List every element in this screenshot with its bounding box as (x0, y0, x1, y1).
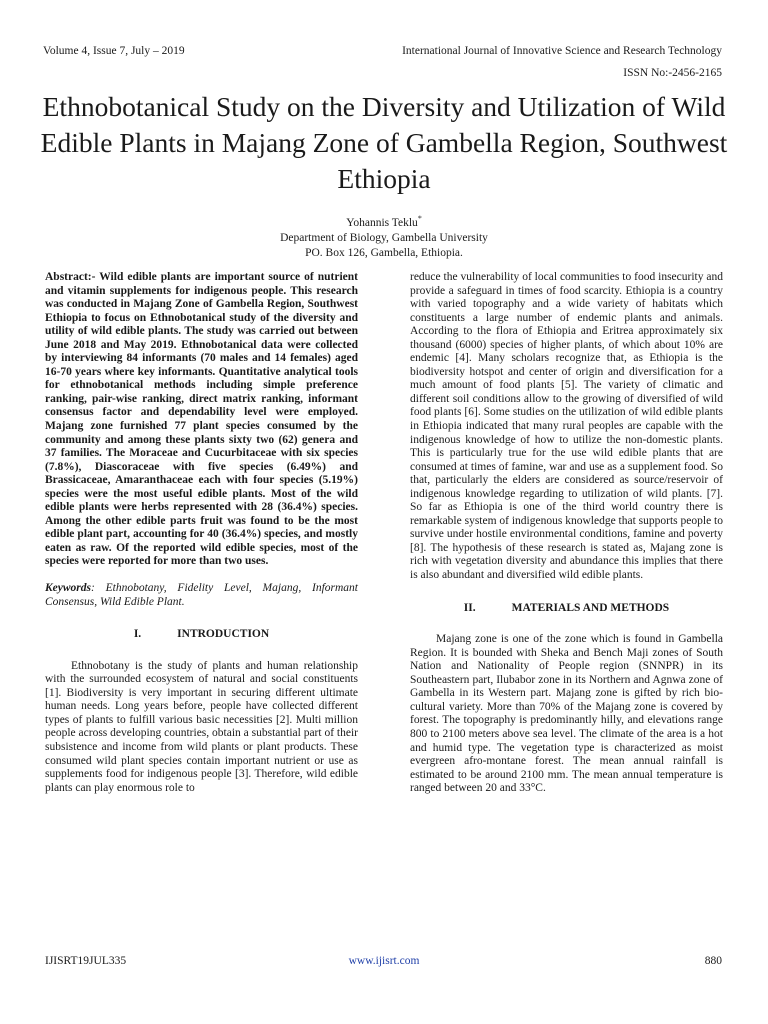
author-address: PO. Box 126, Gambella, Ethiopia. (305, 246, 463, 259)
paper-title: Ethnobotanical Study on the Diversity and Utilization of Wild Edible Plants in Majang Zone of Gambella Region, Southwest Ethiopia (40, 91, 728, 194)
methods-title: MATERIALS AND METHODS (511, 601, 670, 614)
intro-heading (45, 628, 358, 642)
methods-heading (410, 602, 723, 616)
intro-title: INTRODUCTION (177, 628, 270, 641)
keywords (45, 582, 358, 609)
author-name: Yohannis Teklu (346, 216, 418, 229)
abstract: Abstract:- Wild edible plants are important source of nutrient and vitamin supplements for indigenous people. This research was conducted in Majang Zone of Gambella Region, Southwest Ethiopia to focus on Ethnobotanical study of the diversity and utility of wild edible plants. The study was carried out between June 2018 and May 2019. Ethnobotanical data were collected by interviewing 84 informants (70 males and 14 females) aged 16-70 years where key informants. Quantitative analytical tools for ethnobotanical methods including simple preference ranking, pair-wise ranking, direct matrix ranking, informant consensus factor and dependability level were employed. Majang zone furnished 77 plant species consumed by the community and among these plants sixty two (62) genera and 37 families. The Moraceae and Cucurbitaceae with six species (7.8%), Diascoraceae with five species (6.49%) and Brassicaceae, Amaranthaceae each with four species (5.19%) species were the most useful edible plants. Most of the wild edible plants were herbs represented with 28 (36.4%) species. Among the other edible parts fruit was found to be the most edible plant part, accounting for 40 (36.4%) species, and mostly eaten as raw. Of the reported wild edible species, most of the species were reported for more than two uses. (45, 271, 358, 568)
volume-issue: Volume 4, Issue 7, July – 2019 (43, 45, 185, 57)
right-column (410, 271, 723, 796)
left-column (45, 271, 358, 795)
author-department: Department of Biology, Gambella University (280, 231, 488, 244)
intro-paragraph: Ethnobotany is the study of plants and human relationship with the surrounded ecosystem of natural and social constituents [1]. Biodiversity is very important in securing different ultimate human needs. Long years before, people have collected different types of plants to fulfill various basic necessities [2]. Multi million people across developing countries, obtain a substantial part of their subsistence and income from wild plants or plant products. These consumed wild plant species contain important nutrient or use as supplements food for indigenous people [3]. Therefore, wild edible plants can play enormous role to (45, 659, 358, 794)
keywords-label: Keywords (45, 582, 91, 595)
author-line (0, 211, 768, 231)
paper-id: IJISRT19JUL335 (45, 955, 127, 967)
keywords-text: : Ethnobotany, Fidelity Level, Majang, Informant Consensus, Wild Edible Plant. (45, 582, 358, 608)
author-marker: * (417, 214, 422, 223)
author-block (0, 211, 768, 261)
issn: ISSN No:-2456-2165 (623, 67, 722, 79)
page-number: 880 (704, 955, 722, 967)
intro-continuation: reduce the vulnerability of local communities to food insecurity and provide a safeguard in times of food scarcity. Ethiopia is a country with varied topography and a wide variety of habitats which constituents a large number of endemic plants and animals. According to the flora of Ethiopia and Eritrea approximately six thousand (6000) species of higher plants, of which about 10% are endemic [4]. Many scholars recognize that, as Ethiopia is the biodiversity hotspot and center of origin and diversification for a much amount of food plants [5]. The variety of climatic and different soil conditions allow to the growing of diversified of wild food plants [6]. Some studies on the utilization of wild edible plants in Ethiopia indicated that many rural peoples are capable with the indigenous knowledge of how to utilize the non-domestic plants. This is particularly true for the use wild edible plants that are consumed at times of famine, war and use as a supplement food. So that, particularly the elders are considered as source/reservoir of indigenous knowledge regarding to utilization of wild plants. [7]. So far as Ethiopia is one of the third world country there is remarkable system of indigenous knowledge that supports people to survive under hostile environmental conditions, famine and poverty [8]. The hypothesis of these research is stated as, Majang zone is rich with vegetation diversity and abundance this implies that there is also abundant and diversified wild edible plants. (410, 271, 723, 582)
methods-paragraph: Majang zone is one of the zone which is found in Gambella Region. It is bounded with Sheka and Bench Maji zones of South Nation and Nationality of People region (SNNPR) in its Southeastern part, Ilubabor zone in its Northern and Agnwa zone of Gambella in its Western part. Majang zone is gifted by rich bio-cultural variety. More than 70% of the Majang zone is covered by forest. The topography is predominantly hilly, and elevations range 800 to 2100 meters above sea level. The climate of the area is a hot and humid type. The vegetation type is characterized as moist evergreen afro-montane forest. The mean annual rainfall is estimated to be around 2100 mm. The mean annual temperature is ranged between 20 and 33°C. (410, 633, 723, 795)
journal-name: International Journal of Innovative Science and Research Technology (402, 45, 722, 57)
journal-website[interactable]: www.ijisrt.com (348, 955, 420, 967)
methods-number: II. (463, 601, 476, 614)
intro-number: I. (133, 628, 142, 641)
